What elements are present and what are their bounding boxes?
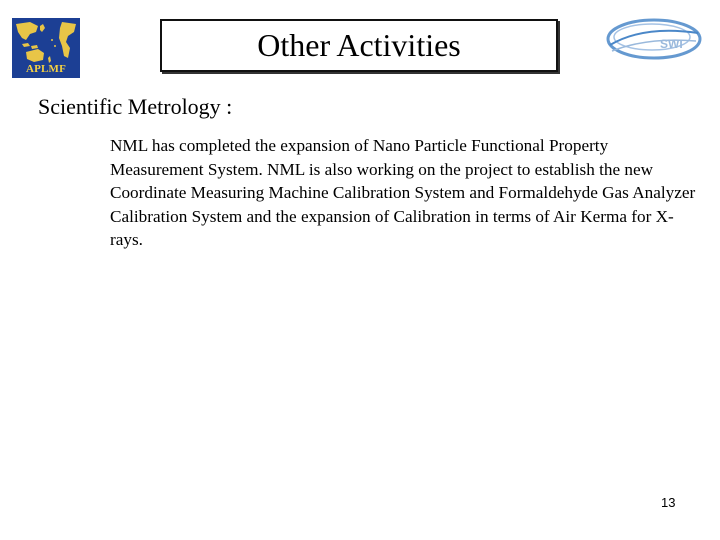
swi-logo-text: SWI: [660, 37, 683, 51]
page-number: 13: [661, 495, 676, 510]
aplmf-logo-text: APLMF: [25, 63, 67, 75]
aplmf-logo-icon: [12, 18, 80, 78]
slide-title: Other Activities: [160, 19, 558, 72]
section-heading: Scientific Metrology :: [38, 94, 233, 119]
globe-swoosh-logo-icon: [604, 15, 702, 65]
body-paragraph: NML has completed the expansion of Nano Particle Functional Property Measurement System. NML is also working on the project to establish the new Coordinate Measuring Machine Calibration System and Formaldehyde Gas Analyzer Calibration System and the expansion of Calibration in terms of Air Kerma for X-rays.: [110, 136, 696, 249]
